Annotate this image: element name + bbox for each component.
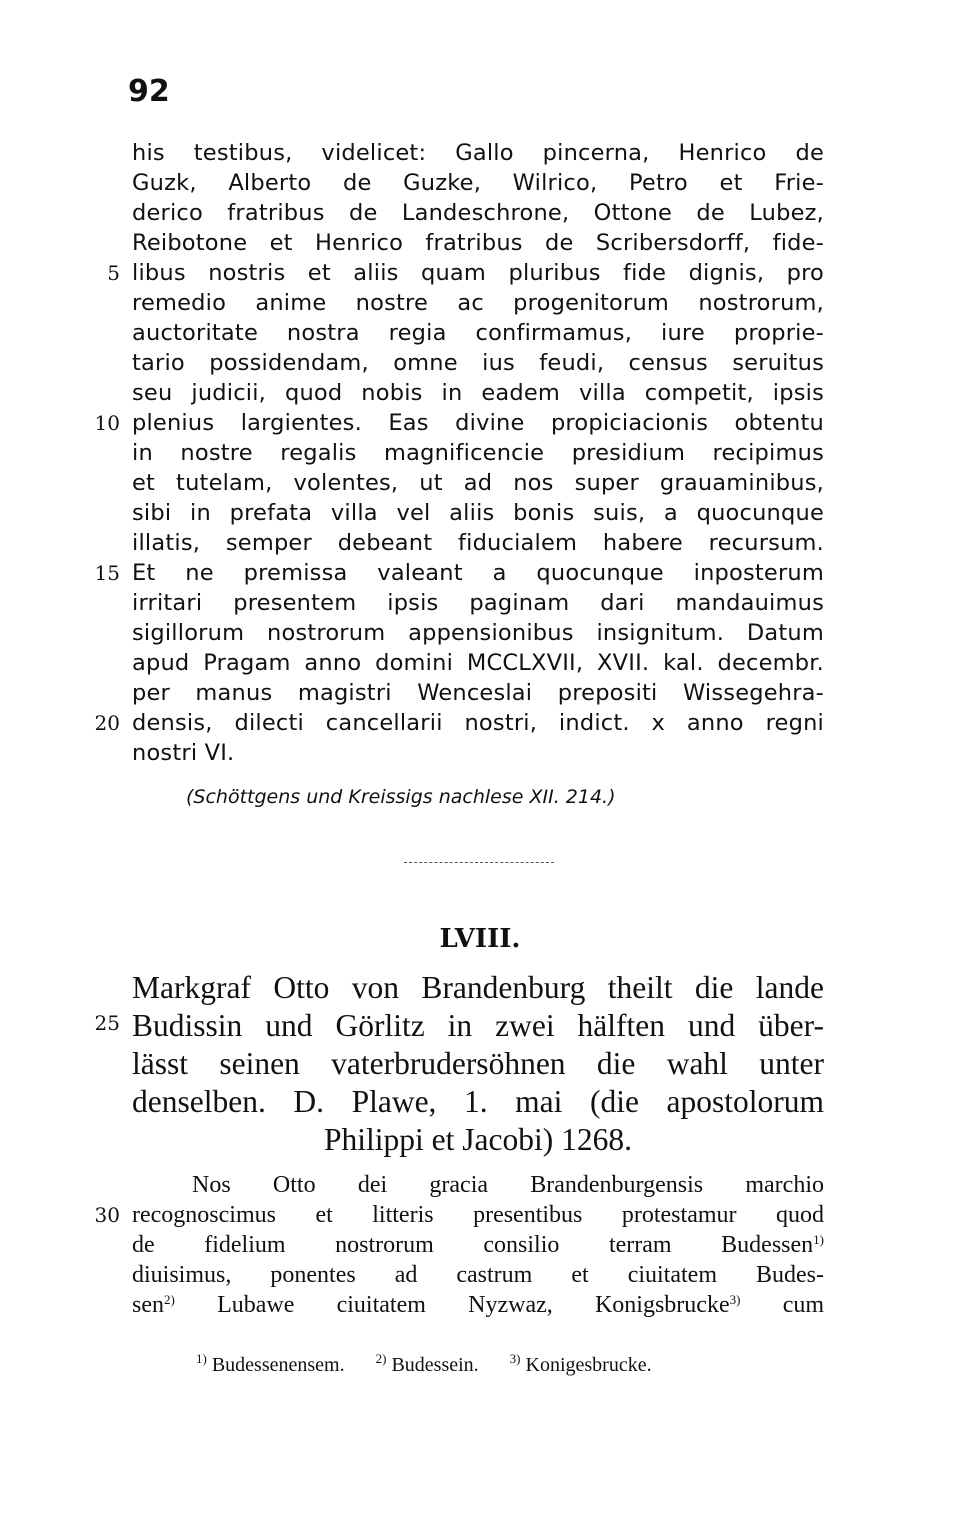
body-line: derico fratribus de Landeschrone, Ottone de Lubez, (132, 200, 824, 226)
line-number: 5 (107, 261, 120, 285)
body-line: per manus magistri Wenceslai prepositi Wissegehra- (132, 680, 824, 706)
body-line: sigillorum nostrorum appensionibus insignitum. Datum (132, 620, 824, 646)
body-line: plenius largientes. Eas divine propiciacionis obtentu (132, 410, 824, 436)
page-number: 92 (128, 74, 170, 109)
text-line: diuisimus, ponentes ad castrum et ciuitatem Budes- (132, 1262, 824, 1288)
body-line: libus nostris et aliis quam pluribus fide dignis, pro (132, 260, 824, 286)
line-number: 25 (94, 1011, 120, 1035)
line-number: 10 (94, 411, 120, 435)
title-line: lässt seinen vaterbrudersöhnen die wahl unter (132, 1046, 824, 1081)
text-line: recognoscimus et litteris presentibus protestamur quod (132, 1202, 824, 1228)
footnote: $^{2)}$ Budessein. (375, 1351, 479, 1376)
footnote-ref: 2) (164, 1292, 175, 1307)
title-line: Budissin und Görlitz in zwei hälften und über- (132, 1008, 824, 1043)
text-segment: Lubawe ciuitatem Nyzwaz, Konigsbrucke (217, 1292, 730, 1318)
footnote: $^{3)}$ Konigesbrucke. (509, 1351, 652, 1376)
body-line: illatis, semper debeant fiducialem habere recursum. (132, 530, 824, 556)
body-line: nostri VI. (132, 740, 235, 766)
footnote-ref: 1) (813, 1232, 824, 1247)
text-segment: sen (132, 1292, 164, 1318)
source-citation: (Schöttgens und Kreissigs nachlese XII. 214.) (186, 786, 616, 808)
body-line: et tutelam, volentes, ut ad nos super grauaminibus, (132, 470, 824, 496)
body-line: tario possidendam, omne ius feudi, census seruitus (132, 350, 824, 376)
body-line: Reibotone et Henrico fratribus de Scribersdorff, fide- (132, 230, 824, 256)
line-number: 20 (94, 711, 120, 735)
body-line: Guzk, Alberto de Guzke, Wilrico, Petro et Frie- (132, 170, 824, 196)
title-line: Markgraf Otto von Brandenburg theilt die lande (132, 970, 824, 1005)
title-line: denselben. D. Plawe, 1. mai (die apostolorum (132, 1084, 824, 1119)
body-line: Et ne premissa valeant a quocunque inposterum (132, 560, 824, 586)
body-line: seu judicii, quod nobis in eadem villa competit, ipsis (132, 380, 824, 406)
body-line: apud Pragam anno domini MCCLXVII, XVII. kal. decembr. (132, 650, 824, 676)
body-line: sibi in prefata villa vel aliis bonis suis, a quocunque (132, 500, 824, 526)
body-line: irritari presentem ipsis paginam dari mandauimus (132, 590, 824, 616)
body-line: his testibus, videlicet: Gallo pincerna, Henrico de (132, 140, 824, 166)
text-segment: de fidelium nostrorum consilio terram Budessen (132, 1232, 814, 1258)
footnote-ref: 3) (729, 1292, 741, 1307)
footnotes (196, 1351, 678, 1377)
footnote: $^{1)}$ Budessenensem. (196, 1351, 345, 1376)
title-line: Philippi et Jacobi) 1268. (324, 1122, 632, 1157)
text-line (132, 1230, 824, 1260)
document-number: LVIII. (439, 924, 521, 954)
line-number: 30 (94, 1203, 120, 1227)
body-line: densis, dilecti cancellarii nostri, indict. x anno regni (132, 710, 824, 736)
body-line: remedio anime nostre ac progenitorum nostrorum, (132, 290, 824, 316)
text-line: Nos Otto dei gracia Brandenburgensis marchio (192, 1172, 824, 1198)
line-number: 15 (94, 561, 120, 585)
section-divider (404, 862, 554, 863)
body-line: auctoritate nostra regia confirmamus, iure proprie- (132, 320, 824, 346)
text-line (132, 1290, 824, 1320)
body-line: in nostre regalis magnificencie presidium recipimus (132, 440, 824, 466)
text-segment: cum (782, 1292, 825, 1318)
